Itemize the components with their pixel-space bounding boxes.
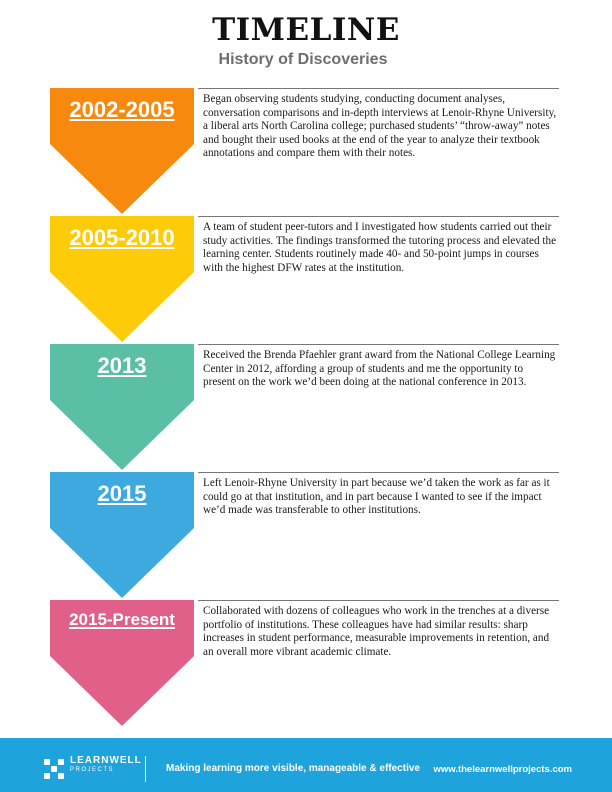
timeline-year: 2015: [97, 481, 147, 506]
page-subtitle: History of Discoveries: [218, 51, 388, 68]
footer-tagline: Making learning more visible, manageable & effective: [166, 763, 420, 774]
brand-name: LEARNWELL: [70, 755, 142, 766]
timeline-description: Received the Brenda Pfaehler grant award from the National College Learning Center in 2012, affording a group of students and me the opportunity to present on the work we’d been doing at the national conference in 2013.: [203, 349, 556, 389]
footer-divider: [145, 756, 146, 782]
footer-bar: [0, 738, 612, 792]
divider-line: [198, 88, 559, 89]
timeline-description: A team of student peer-tutors and I investigated how students carried out their study activities. The findings transformed the tutoring process and elevated the learning center. Students routinely made 40- and 50-point jumps in courses with the highest DFW rates at the institution.: [203, 221, 557, 274]
divider-line: [198, 344, 559, 345]
page-title: TIMELINE: [212, 12, 400, 48]
timeline-description: Collaborated with dozens of colleagues who work in the trenches at a diverse portfolio of institutions. These colleagues have had similar results: sharp increases in student performance, measurable improvements in retention, and an overall more vibrant academic climate.: [203, 605, 550, 658]
timeline-year: 2002-2005: [69, 97, 175, 122]
timeline-description: Began observing students studying, conducting document analyses, conversation comparisons and in-depth interviews at Lenoir-Rhyne University, a liberal arts North Carolina college; purchased students’ “throw-away” notes and bought their used books at the end of the year to analyze their textbook annotations and compare them with their notes.: [203, 93, 557, 160]
timeline-year: 2013: [97, 353, 147, 378]
timeline-year: 2015-Present: [69, 610, 175, 629]
timeline-year: 2005-2010: [69, 225, 175, 250]
timeline-description: Left Lenoir-Rhyne University in part because we’d taken the work as far as it could go at that institution, and in part because I wanted to see if the impact we’d made was transferable to other institutions.: [203, 477, 550, 517]
x-logo-icon: [42, 757, 66, 781]
divider-line: [198, 472, 559, 473]
website-link[interactable]: www.thelearnwellprojects.com: [433, 764, 572, 775]
divider-line: [198, 216, 559, 217]
divider-line: [198, 600, 559, 601]
brand-subname: PROJECTS: [70, 767, 115, 773]
